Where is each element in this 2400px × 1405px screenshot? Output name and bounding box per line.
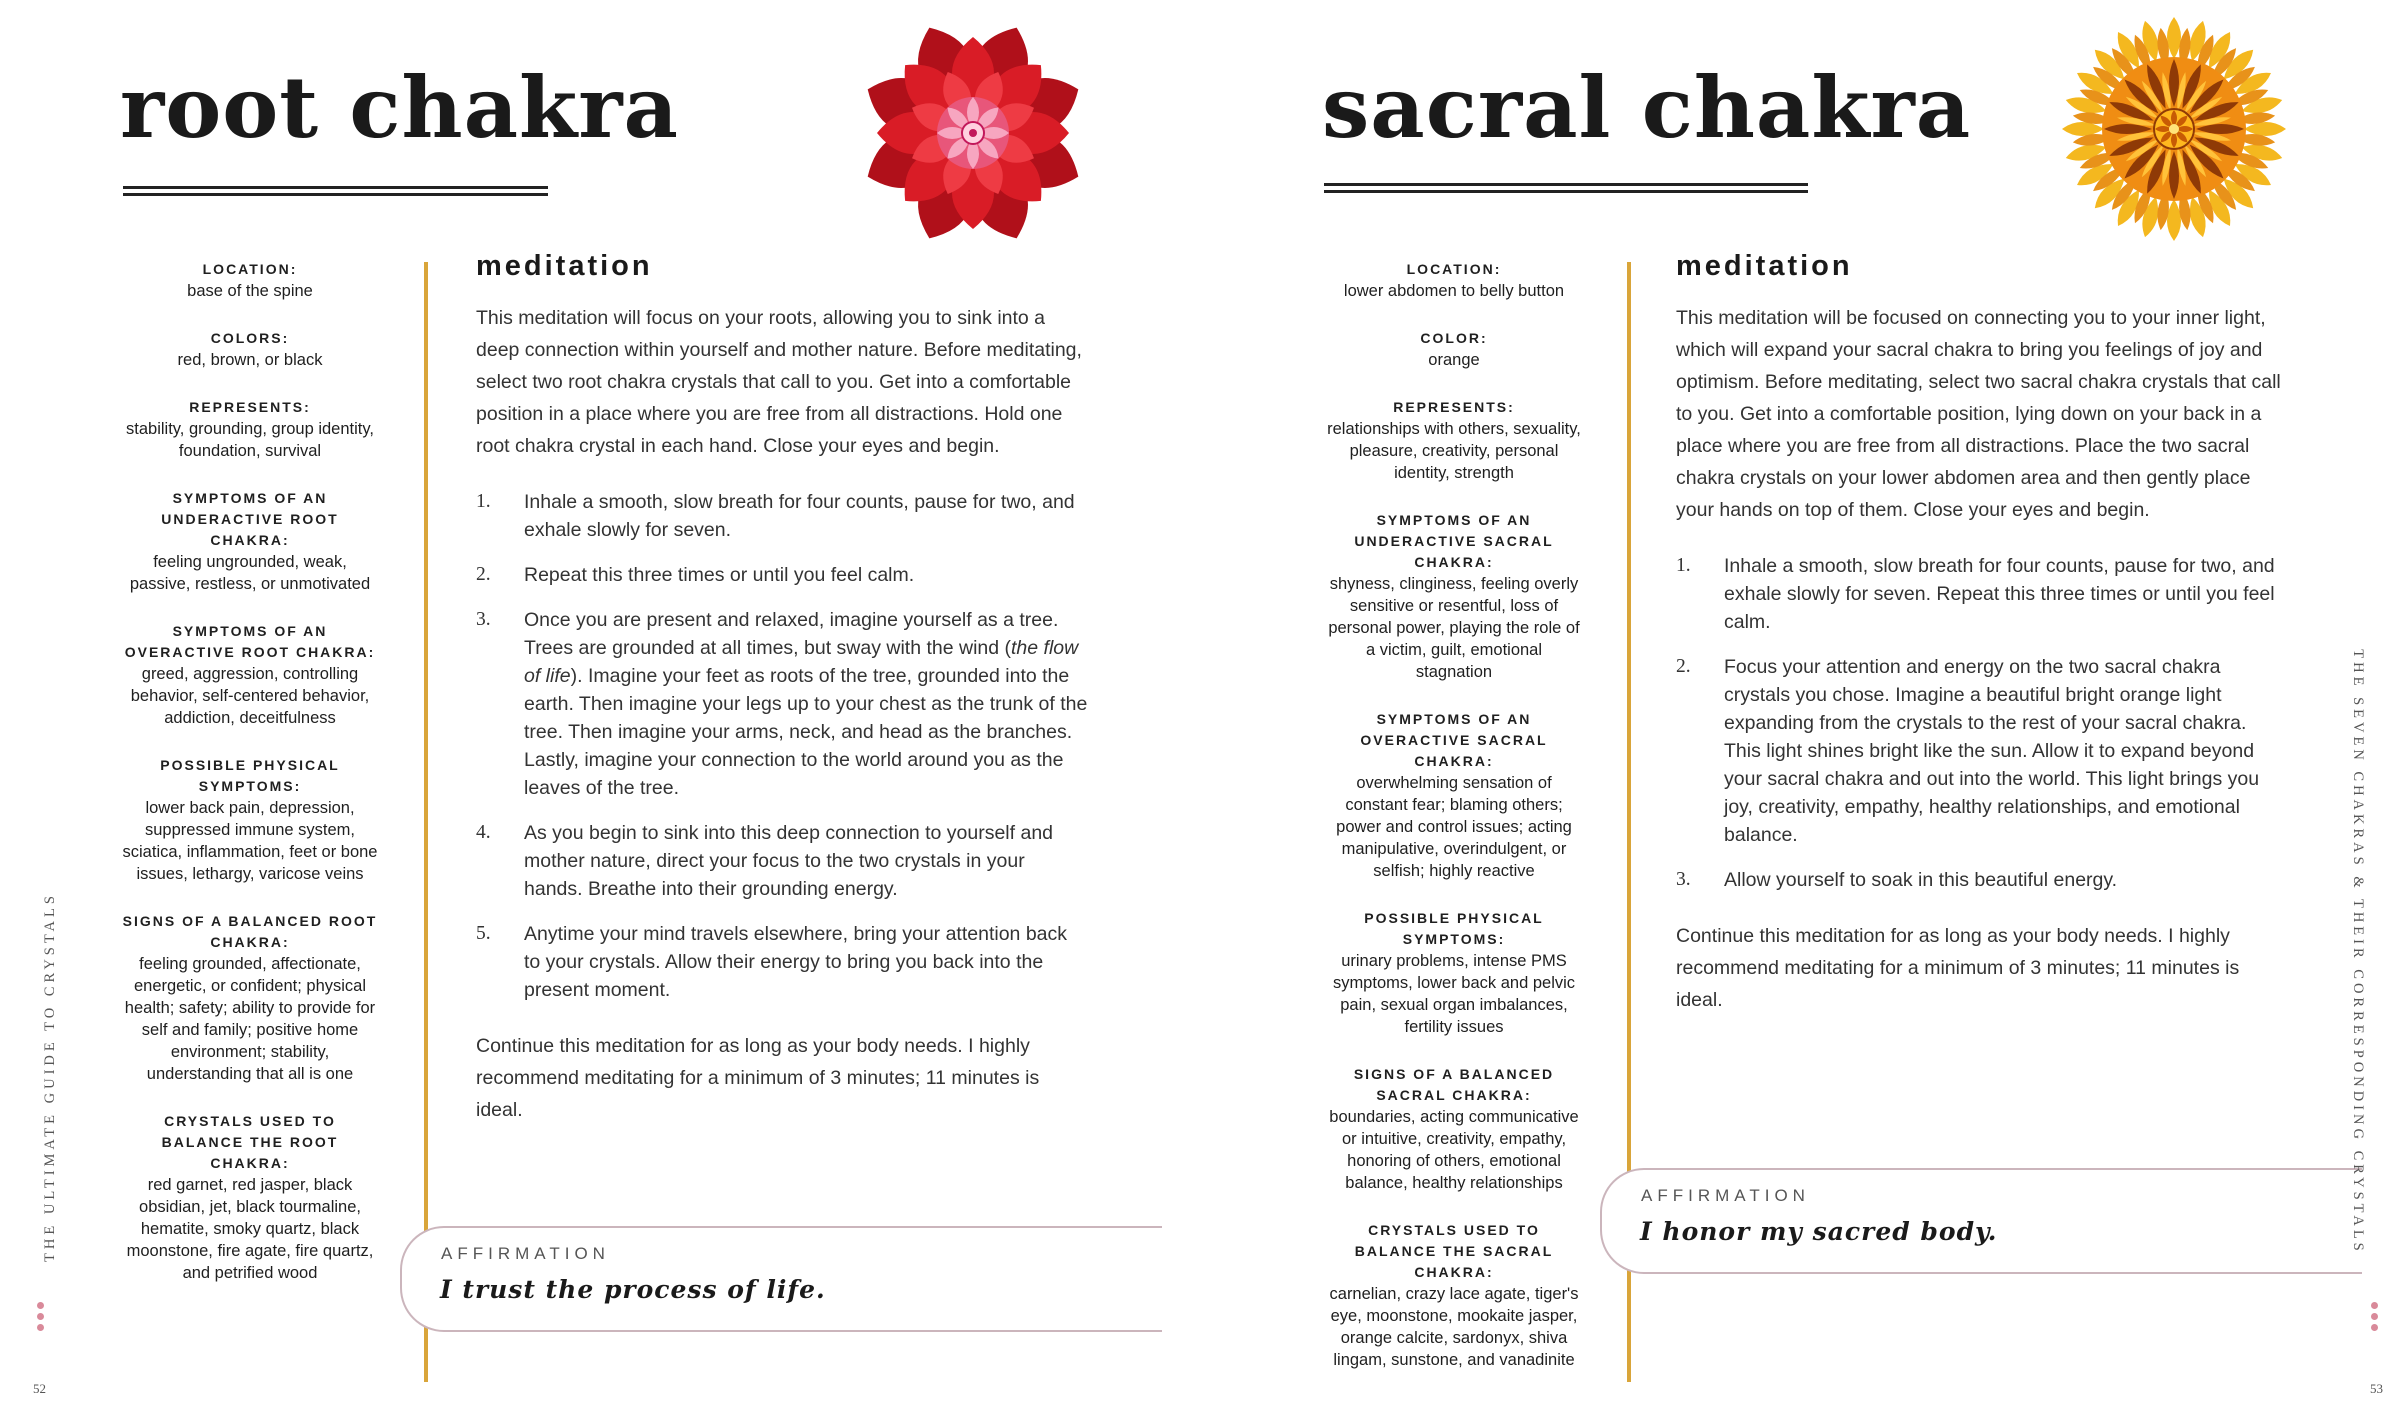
page-dots-left bbox=[37, 1302, 45, 1335]
step-text: As you begin to sink into this deep connection to yourself and mother nature, direct your focus to the two crystals in your hands. Breathe into their grounding energy. bbox=[524, 822, 1054, 900]
sidebar-block bbox=[122, 1111, 378, 1284]
meditation-step bbox=[476, 920, 1088, 1004]
sidebar-value: greed, aggression, controlling behavior, self-centered behavior, addiction, deceitfulness bbox=[130, 665, 370, 727]
sidebar-value: feeling ungrounded, weak, passive, restless, or unmotivated bbox=[129, 553, 371, 593]
sidebar-label: POSSIBLE PHYSICAL SYMPTOMS: bbox=[1364, 910, 1544, 947]
step-number: 1. bbox=[1676, 555, 1691, 576]
page-number-left: 52 bbox=[33, 1381, 46, 1396]
sidebar-label: COLOR: bbox=[1420, 330, 1488, 346]
sidebar-value: stability, grounding, group identity, foundation, survival bbox=[126, 420, 374, 460]
page-title-sacral-chakra: sacral chakra bbox=[1322, 58, 1972, 157]
sidebar-block bbox=[1326, 1064, 1582, 1194]
sidebar-label: REPRESENTS: bbox=[1393, 399, 1515, 415]
sidebar-block bbox=[122, 488, 378, 595]
step-number: 5. bbox=[476, 923, 491, 944]
gold-divider-line bbox=[424, 262, 428, 1382]
step-text: Repeat this three times or until you feel calm. bbox=[524, 564, 915, 586]
step-number: 2. bbox=[476, 564, 491, 585]
sidebar-value: boundaries, acting communicative or intuitive, creativity, empathy, honoring of others, emotional balance, healthy relationships bbox=[1329, 1108, 1579, 1192]
sidebar-block bbox=[1326, 397, 1582, 484]
sidebar-value: red, brown, or black bbox=[177, 351, 323, 369]
sidebar-label: SIGNS OF A BALANCED ROOT CHAKRA: bbox=[122, 913, 378, 950]
sidebar-value: carnelian, crazy lace agate, tiger's eye, moonstone, mookaite jasper, orange calcite, sardonyx, shiva lingam, sunstone, and vanadinite bbox=[1329, 1285, 1579, 1369]
meditation-intro: This meditation will be focused on connecting you to your inner light, which will expand your sacral chakra to bring you feelings of joy and optimism. Before meditating, select two sacral chakra crystals that call to you. Get into a comfortable position, lying down on your back in a place where you are free from all distractions. Place the two sacral chakra crystals on your lower abdomen area and then gently place your hands on top of them. Close your eyes and begin. bbox=[1676, 307, 2281, 521]
sidebar-label: SYMPTOMS OF AN UNDERACTIVE SACRAL CHAKRA: bbox=[1354, 512, 1554, 570]
sidebar-label: SYMPTOMS OF AN UNDERACTIVE ROOT CHAKRA: bbox=[161, 490, 339, 548]
sacral-chakra-sidebar bbox=[1326, 259, 1582, 1397]
sidebar-value: base of the spine bbox=[187, 282, 313, 300]
running-head-left: THE ULTIMATE GUIDE TO CRYSTALS bbox=[42, 892, 58, 1262]
meditation-body bbox=[1676, 302, 2288, 1042]
sidebar-value: overwhelming sensation of constant fear; blaming others; power and control issues; acting manipulative, overindulgent, or selfish; highly reactive bbox=[1336, 774, 1572, 880]
step-text: Focus your attention and energy on the two sacral chakra crystals you chose. Imagine a beautiful bright orange light expanding from the crystals to the rest of your sacral chakra. This light shines bright like the sun. Allow it to expand beyond your sacral chakra and out into the world. This light brings you joy, creativity, empathy, healthy relationships, and emotional balance. bbox=[1724, 656, 2260, 846]
sidebar-label: SIGNS OF A BALANCED SACRAL CHAKRA: bbox=[1353, 1066, 1555, 1103]
meditation-step bbox=[476, 819, 1088, 903]
sidebar-value: orange bbox=[1428, 351, 1480, 369]
title-rule-bottom bbox=[123, 193, 548, 196]
meditation-outro: Continue this meditation for as long as your body needs. I highly recommend meditating for a minimum of 3 minutes; 11 minutes is ideal. bbox=[1676, 925, 2240, 1011]
sidebar-value: feeling grounded, affectionate, energetic, or confident; physical health; safety; ability to provide for self and family; positive home environment; stability, understanding that all is one bbox=[124, 955, 376, 1083]
step-number: 1. bbox=[476, 491, 491, 512]
meditation-outro: Continue this meditation for as long as your body needs. I highly recommend meditating for a minimum of 3 minutes; 11 minutes is ideal. bbox=[476, 1035, 1040, 1121]
root-chakra-mandala-icon bbox=[856, 16, 1090, 250]
sidebar-value: red garnet, red jasper, black obsidian, jet, black tourmaline, hematite, smoky quartz, black moonstone, fire agate, fire quartz, and petrified wood bbox=[126, 1176, 374, 1282]
right-page bbox=[1200, 0, 2400, 1405]
meditation-heading: meditation bbox=[1676, 250, 1853, 282]
step-number: 3. bbox=[476, 609, 491, 630]
running-head-right: THE SEVEN CHAKRAS & THEIR CORRESPONDING CRYSTALS bbox=[2350, 649, 2366, 1255]
sidebar-label: POSSIBLE PHYSICAL SYMPTOMS: bbox=[160, 757, 340, 794]
affirmation-label: AFFIRMATION bbox=[1641, 1186, 1810, 1205]
meditation-step bbox=[1676, 552, 2288, 636]
step-text bbox=[524, 609, 1087, 799]
step-text: Anytime your mind travels elsewhere, bring your attention back to your crystals. Allow their energy to bring you back into the present moment. bbox=[524, 923, 1068, 1001]
affirmation-text: I honor my sacred body. bbox=[1640, 1217, 1998, 1246]
meditation-step bbox=[476, 606, 1088, 802]
root-chakra-sidebar bbox=[122, 259, 378, 1310]
sidebar-value: shyness, clinginess, feeling overly sensitive or resentful, loss of personal power, playing the role of a victim, guilt, emotional stagnation bbox=[1328, 575, 1580, 681]
meditation-heading: meditation bbox=[476, 250, 653, 282]
sidebar-label: SYMPTOMS OF AN OVERACTIVE ROOT CHAKRA: bbox=[124, 623, 376, 660]
title-rule-top bbox=[123, 186, 548, 189]
sidebar-label: COLORS: bbox=[210, 330, 290, 346]
step-number: 3. bbox=[1676, 869, 1691, 890]
sidebar-block bbox=[1326, 1220, 1582, 1371]
sidebar-block bbox=[1326, 709, 1582, 882]
step-text-italic: the flow of life bbox=[524, 637, 1079, 687]
sidebar-label: CRYSTALS USED TO BALANCE THE SACRAL CHAKRA: bbox=[1354, 1222, 1554, 1280]
sidebar-block bbox=[1326, 328, 1582, 371]
sidebar-block bbox=[122, 259, 378, 302]
sidebar-label: REPRESENTS: bbox=[189, 399, 311, 415]
page-number-right: 53 bbox=[2370, 1381, 2383, 1396]
sidebar-value: lower abdomen to belly button bbox=[1343, 282, 1565, 300]
page-dots-right bbox=[2371, 1302, 2379, 1335]
step-text: Allow yourself to soak in this beautiful energy. bbox=[1724, 869, 2118, 891]
sidebar-block bbox=[122, 755, 378, 885]
step-text: Inhale a smooth, slow breath for four counts, pause for two, and exhale slowly for seven. bbox=[524, 491, 1075, 541]
title-rule-top bbox=[1324, 183, 1808, 186]
meditation-step bbox=[476, 488, 1088, 544]
meditation-step bbox=[1676, 866, 2288, 894]
step-number: 2. bbox=[1676, 656, 1691, 677]
sidebar-label: CRYSTALS USED TO BALANCE THE ROOT CHAKRA: bbox=[161, 1113, 339, 1171]
meditation-steps bbox=[1676, 552, 2288, 894]
meditation-intro: This meditation will focus on your roots, allowing you to sink into a deep connection within yourself and mother nature. Before meditating, select two root chakra crystals that call to you. Get into a comfortable position in a place where you are free from all distractions. Hold one root chakra crystal in each hand. Close your eyes and begin. bbox=[476, 307, 1082, 457]
sidebar-block bbox=[122, 911, 378, 1085]
sidebar-block bbox=[122, 328, 378, 371]
sidebar-value: lower back pain, depression, suppressed immune system, sciatica, inflammation, feet or bone issues, lethargy, varicose veins bbox=[122, 799, 378, 883]
meditation-steps bbox=[476, 488, 1088, 1004]
sidebar-label: SYMPTOMS OF AN OVERACTIVE SACRAL CHAKRA: bbox=[1360, 711, 1548, 769]
sidebar-block bbox=[1326, 510, 1582, 683]
sidebar-label: LOCATION: bbox=[202, 261, 298, 277]
sidebar-label: LOCATION: bbox=[1406, 261, 1502, 277]
title-rule-bottom bbox=[1324, 190, 1808, 193]
sacral-chakra-mandala-icon bbox=[2058, 13, 2290, 245]
sidebar-value: relationships with others, sexuality, pleasure, creativity, personal identity, strength bbox=[1327, 420, 1581, 482]
sidebar-block bbox=[122, 621, 378, 729]
sidebar-block bbox=[1326, 908, 1582, 1038]
sidebar-block bbox=[1326, 259, 1582, 302]
sidebar-block bbox=[122, 397, 378, 462]
meditation-step bbox=[1676, 653, 2288, 849]
sidebar-value: urinary problems, intense PMS symptoms, lower back and pelvic pain, sexual organ imbalances, fertility issues bbox=[1332, 952, 1576, 1036]
meditation-body bbox=[476, 302, 1088, 1152]
meditation-step bbox=[476, 561, 1088, 589]
step-number: 4. bbox=[476, 822, 491, 843]
step-text-pre: Once you are present and relaxed, imagine yourself as a tree. Trees are grounded at all times, but sway with the wind ( bbox=[524, 609, 1059, 659]
affirmation-label: AFFIRMATION bbox=[441, 1244, 610, 1263]
step-text: Inhale a smooth, slow breath for four counts, pause for two, and exhale slowly for seven. Repeat this three times or until you feel calm. bbox=[1724, 555, 2275, 633]
page-title-root-chakra: root chakra bbox=[120, 58, 679, 157]
affirmation-text: I trust the process of life. bbox=[440, 1275, 826, 1304]
step-text-post: ). Imagine your feet as roots of the tree, grounded into the earth. Then imagine your legs up to your chest as the trunk of the tree. Then imagine your arms, neck, and head as the branches. Lastly, imagine your connection to the world around you as the leaves of the tree. bbox=[524, 665, 1088, 799]
